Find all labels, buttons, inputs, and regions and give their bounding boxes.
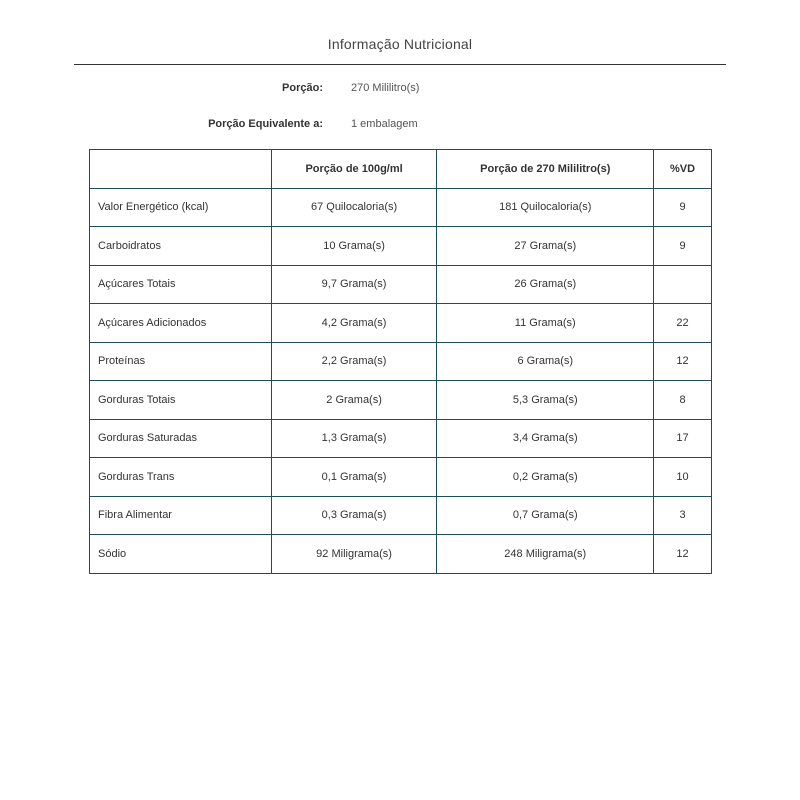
- per-100-value: 2,2 Grama(s): [271, 342, 437, 381]
- equivalent-value: 1 embalagem: [351, 118, 418, 130]
- per-100-value: 92 Miligrama(s): [271, 535, 437, 574]
- header-per-serving: Porção de 270 Mililitro(s): [437, 150, 654, 189]
- per-serving-value: 5,3 Grama(s): [437, 381, 654, 420]
- per-100-value: 10 Grama(s): [271, 227, 437, 266]
- title-divider: [74, 64, 726, 65]
- per-100-value: 9,7 Grama(s): [271, 265, 437, 304]
- header-nutrient: [90, 150, 272, 189]
- per-serving-value: 248 Miligrama(s): [437, 535, 654, 574]
- table-row: [90, 535, 712, 574]
- per-100-value: 1,3 Grama(s): [271, 419, 437, 458]
- nutrient-name: Valor Energético (kcal): [90, 188, 272, 227]
- table-row: [90, 496, 712, 535]
- table-row: [90, 419, 712, 458]
- nutrient-name: Gorduras Trans: [90, 458, 272, 497]
- per-serving-value: 181 Quilocaloria(s): [437, 188, 654, 227]
- vd-value: 17: [654, 419, 712, 458]
- nutrient-name: Fibra Alimentar: [90, 496, 272, 535]
- vd-value: 22: [654, 304, 712, 343]
- per-serving-value: 0,7 Grama(s): [437, 496, 654, 535]
- portion-label: Porção:: [282, 82, 323, 94]
- page-title: Informação Nutricional: [327, 36, 473, 52]
- per-100-value: 0,3 Grama(s): [271, 496, 437, 535]
- per-100-value: 4,2 Grama(s): [271, 304, 437, 343]
- table-row: [90, 458, 712, 497]
- per-serving-value: 26 Grama(s): [437, 265, 654, 304]
- per-serving-value: 6 Grama(s): [437, 342, 654, 381]
- equivalent-label: Porção Equivalente a:: [208, 118, 323, 130]
- per-serving-value: 11 Grama(s): [437, 304, 654, 343]
- header-per-100: Porção de 100g/ml: [271, 150, 437, 189]
- nutrient-name: Gorduras Saturadas: [90, 419, 272, 458]
- nutrient-name: Proteínas: [90, 342, 272, 381]
- table-row: [90, 342, 712, 381]
- per-100-value: 2 Grama(s): [271, 381, 437, 420]
- table-row: [90, 227, 712, 266]
- table-row: [90, 304, 712, 343]
- header-vd: %VD: [654, 150, 712, 189]
- table-row: [90, 265, 712, 304]
- per-serving-value: 27 Grama(s): [437, 227, 654, 266]
- nutrient-name: Açúcares Adicionados: [90, 304, 272, 343]
- nutrient-name: Gorduras Totais: [90, 381, 272, 420]
- vd-value: 3: [654, 496, 712, 535]
- nutrient-name: Carboidratos: [90, 227, 272, 266]
- per-100-value: 67 Quilocaloria(s): [271, 188, 437, 227]
- per-serving-value: 3,4 Grama(s): [437, 419, 654, 458]
- vd-value: 8: [654, 381, 712, 420]
- vd-value: 9: [654, 188, 712, 227]
- table-row: [90, 188, 712, 227]
- vd-value: 12: [654, 342, 712, 381]
- vd-value: 12: [654, 535, 712, 574]
- nutrient-name: Sódio: [90, 535, 272, 574]
- table-row: [90, 381, 712, 420]
- vd-value: [654, 265, 712, 304]
- vd-value: 10: [654, 458, 712, 497]
- portion-value: 270 Mililitro(s): [351, 82, 420, 94]
- serving-equivalent-row: [0, 118, 800, 136]
- serving-portion-row: [0, 82, 800, 100]
- table-header-row: [90, 150, 712, 189]
- nutrition-table: [89, 149, 712, 574]
- vd-value: 9: [654, 227, 712, 266]
- per-serving-value: 0,2 Grama(s): [437, 458, 654, 497]
- per-100-value: 0,1 Grama(s): [271, 458, 437, 497]
- nutrient-name: Açúcares Totais: [90, 265, 272, 304]
